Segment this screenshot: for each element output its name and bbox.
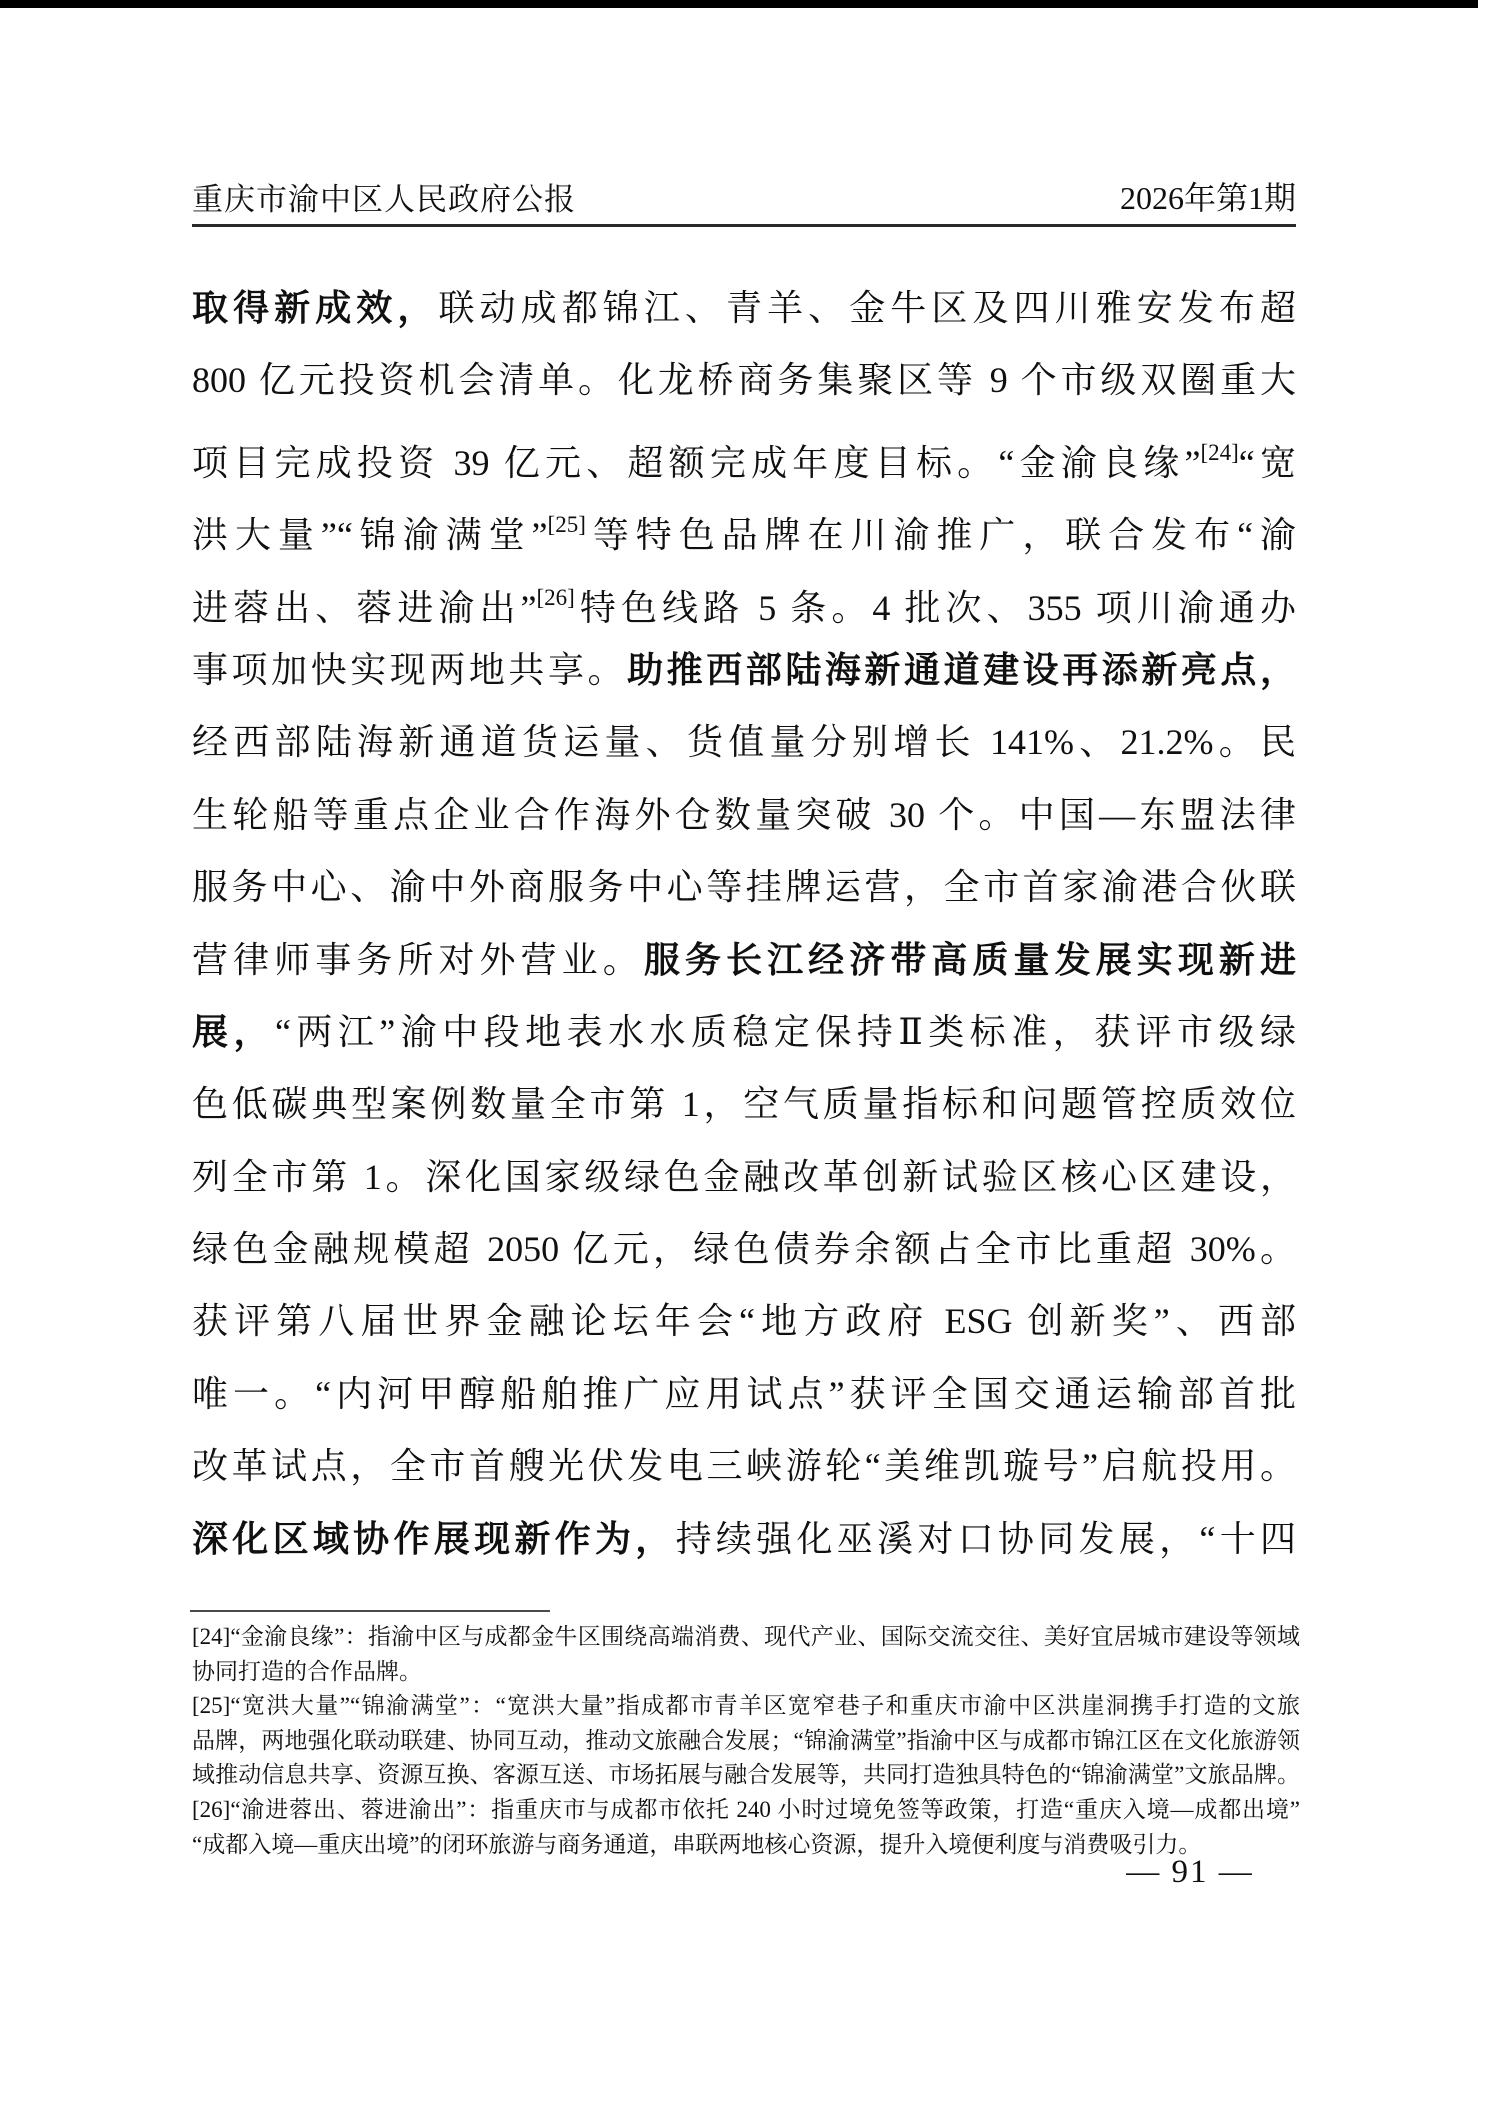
issue-label: 2026年第1期 bbox=[1119, 180, 1296, 216]
text-run: 经西部陆海新通道货运量、货值量分别增长 141%、21.2%。民 bbox=[192, 722, 1296, 763]
gazette-title: 重庆市渝中区人民政府公报 bbox=[192, 182, 576, 217]
body-line bbox=[192, 562, 1296, 634]
body-line bbox=[192, 1068, 1296, 1140]
text-run: 服务中心、渝中外商服务中心等挂牌运营，全市首家渝港合伙联 bbox=[192, 867, 1296, 908]
body-line bbox=[192, 344, 1296, 416]
body-line bbox=[192, 417, 1296, 489]
bold-run: 展， bbox=[192, 1010, 275, 1052]
body-text bbox=[192, 272, 1296, 1575]
body-line bbox=[192, 779, 1296, 851]
text-run: 持续强化巫溪对口协同发展，“十四 bbox=[675, 1518, 1296, 1559]
footnote-line: [26]“渝进蓉出、蓉进渝出”：指重庆市与成都市依托 240 小时过境免签等政策，打造“重庆入境—成都出境” bbox=[192, 1796, 1300, 1822]
scan-border-bar bbox=[0, 0, 1478, 8]
body-line bbox=[192, 924, 1296, 996]
text-run: 等特色品牌在川渝推广，联合发布“渝 bbox=[585, 515, 1297, 556]
body-line bbox=[192, 272, 1296, 344]
bold-run: 深化区域协作展现新作为， bbox=[192, 1517, 676, 1559]
body-line bbox=[192, 1430, 1296, 1502]
header-rule bbox=[192, 224, 1296, 227]
footnotes bbox=[192, 1620, 1300, 1862]
footnote-ref: [26] bbox=[536, 584, 575, 610]
text-run: 唯一。“内河甲醇船舶推广应用试点”获评全国交通运输部首批 bbox=[192, 1373, 1296, 1414]
body-line bbox=[192, 1213, 1296, 1285]
footnote-line: 协同打造的合作品牌。 bbox=[192, 1658, 422, 1684]
footnote-line: [24]“金渝良缘”：指渝中区与成都金牛区围绕高端消费、现代产业、国际交流交往、美好宜居城市建设等领域 bbox=[192, 1624, 1300, 1649]
text-run: 改革试点，全市首艘光伏发电三峡游轮“美维凯璇号”启航投用。 bbox=[192, 1446, 1296, 1487]
bold-run: 服务长江经济带高质量发展实现新进 bbox=[643, 938, 1296, 980]
footnote-separator bbox=[190, 1610, 550, 1612]
body-line bbox=[192, 851, 1296, 923]
text-run: 进蓉出、蓉进渝出” bbox=[192, 587, 537, 628]
body-line bbox=[192, 996, 1296, 1068]
text-run: 联动成都锦江、青羊、金牛区及四川雅安发布超 bbox=[438, 288, 1296, 328]
body-line bbox=[192, 1503, 1296, 1575]
footnote-line: [25]“宽洪大量”“锦渝满堂”：“宽洪大量”指成都市青羊区宽窄巷子和重庆市渝中区洪崖洞携手打造的文旅 bbox=[192, 1693, 1300, 1719]
text-run: “宽 bbox=[1238, 442, 1296, 483]
text-run: 事项加快实现两地共享。 bbox=[192, 649, 628, 690]
body-line bbox=[192, 634, 1296, 706]
text-run: 项目完成投资 39 亿元、超额完成年度目标。“金渝良缘” bbox=[192, 442, 1201, 483]
bold-run: 取得新成效， bbox=[192, 287, 439, 328]
body-line bbox=[192, 706, 1296, 778]
text-run: 列全市第 1。深化国家级绿色金融改革创新试验区核心区建设， bbox=[192, 1156, 1296, 1197]
text-run: 色低碳典型案例数量全市第 1，空气质量指标和问题管控质效位 bbox=[192, 1084, 1296, 1125]
body-line bbox=[192, 489, 1296, 561]
footnote-line: 品牌，两地强化联动联建、协同互动，推动文旅融合发展；“锦渝满堂”指渝中区与成都市锦江区在文化旅游领 bbox=[192, 1727, 1300, 1753]
body-line bbox=[192, 1358, 1296, 1430]
body-line bbox=[192, 1285, 1296, 1357]
bold-run: 助推西部陆海新通道建设再添新亮点， bbox=[627, 648, 1296, 690]
text-run: 获评第八届世界金融论坛年会“地方政府 ESG 创新奖”、西部 bbox=[192, 1301, 1296, 1342]
text-run: 800 亿元投资机会清单。化龙桥商务集聚区等 9 个市级双圈重大 bbox=[192, 360, 1296, 401]
text-run: 营律师事务所对外营业。 bbox=[192, 939, 644, 980]
footnote-ref: [24] bbox=[1200, 439, 1239, 465]
footnote-ref: [25] bbox=[547, 512, 586, 538]
text-run: “两江”渝中段地表水水质稳定保持Ⅱ类标准，获评市级绿 bbox=[274, 1011, 1296, 1052]
footnote-line: “成都入境—重庆出境”的闭环旅游与商务通道，串联两地核心资源，提升入境便利度与消费吸引力。 bbox=[192, 1831, 1202, 1857]
text-run: 洪大量”“锦渝满堂” bbox=[192, 515, 548, 556]
text-run: 特色线路 5 条。4 批次、355 项川渝通办 bbox=[574, 587, 1296, 628]
body-line bbox=[192, 1141, 1296, 1213]
footnote-line: 域推动信息共享、资源互换、客源互送、市场拓展与融合发展等，共同打造独具特色的“锦渝满堂”文旅品牌。 bbox=[192, 1762, 1300, 1788]
text-run: 生轮船等重点企业合作海外仓数量突破 30 个。中国—东盟法律 bbox=[192, 794, 1296, 835]
text-run: 绿色金融规模超 2050 亿元，绿色债券余额占全市比重超 30%。 bbox=[192, 1229, 1296, 1270]
page-number: — 91 — bbox=[1126, 1854, 1254, 1890]
